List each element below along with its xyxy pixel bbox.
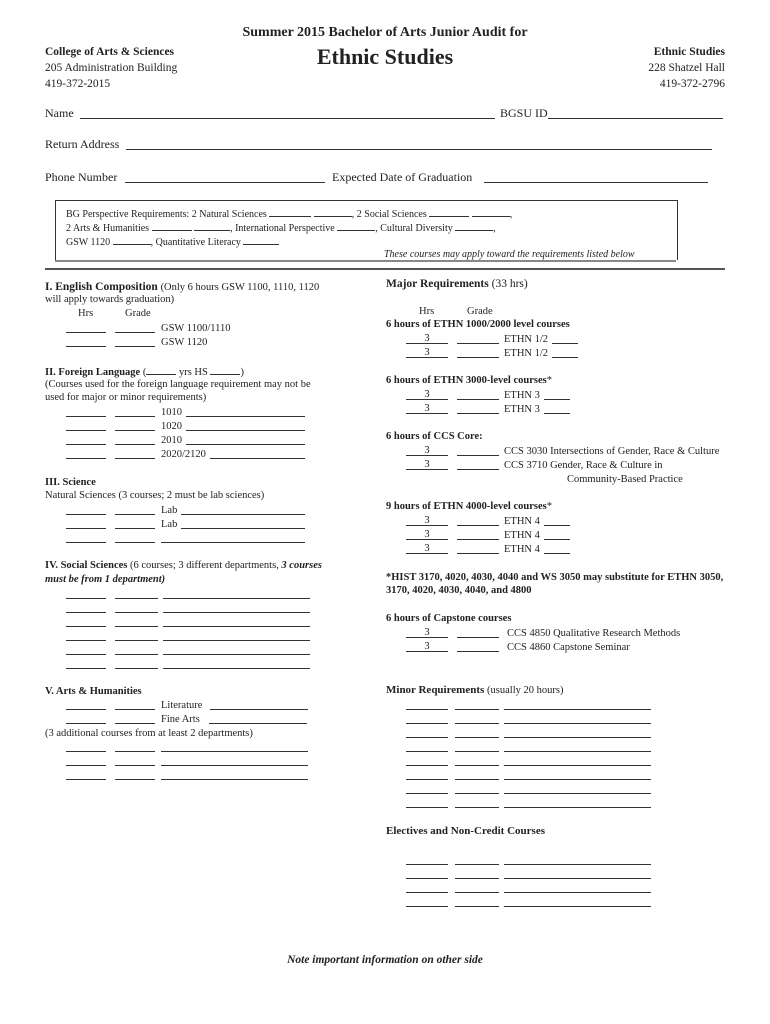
foreign-grade-blank-4[interactable] <box>115 458 155 459</box>
minor-grade-blank-4[interactable] <box>455 751 499 752</box>
g4-row-1-hrs-value: 3 <box>424 515 430 526</box>
english-grade-blank-1[interactable] <box>115 332 155 333</box>
bg-intl-label: , International Perspective <box>230 223 335 234</box>
minor-course-blank-5[interactable] <box>504 765 651 766</box>
bg-arts-label: 2 Arts & Humanities <box>66 223 150 234</box>
minor-title: Minor Requirements <box>386 684 485 696</box>
arts-extra-course-blank-3[interactable] <box>161 779 308 780</box>
arts-hrs-blank-1[interactable] <box>66 709 106 710</box>
bg-quant-label: , Quantitative Literacy <box>150 237 241 248</box>
phone-label: Phone Number <box>45 170 118 184</box>
major-hrs-header: Hrs <box>419 306 435 317</box>
social-hrs-blank-6[interactable] <box>66 668 106 669</box>
bg-line-3 <box>66 234 279 248</box>
foreign-course-name-blank-2[interactable] <box>186 430 305 431</box>
g1-row-2-grade-blank[interactable] <box>457 357 499 358</box>
english-course-2: GSW 1120 <box>161 337 208 348</box>
minor-course-blank-2[interactable] <box>504 723 651 724</box>
foreign-hrs-blank-2[interactable] <box>66 430 106 431</box>
foreign-yrs-hs-blank[interactable] <box>210 364 240 375</box>
minor-hrs-blank-5[interactable] <box>406 765 448 766</box>
g1-title: 6 hours of ETHN 1000/2000 level courses <box>386 319 570 330</box>
arts-course-2: Fine Arts <box>161 714 200 725</box>
social-hrs-blank-3[interactable] <box>66 626 106 627</box>
foreign-grade-blank-2[interactable] <box>115 430 155 431</box>
science-grade-blank-1[interactable] <box>115 514 155 515</box>
g2-row-2-grade-blank[interactable] <box>457 413 499 414</box>
minor-heading <box>386 683 563 698</box>
social-hrs-blank-2[interactable] <box>66 612 106 613</box>
g3-row-1-course: CCS 3030 Intersections of Gender, Race & Culture <box>504 446 720 457</box>
arts-extra-hrs-blank-3[interactable] <box>66 779 106 780</box>
foreign-note-1: (Courses used for the foreign language requirement may not be <box>45 379 311 390</box>
social-course-blank-1[interactable] <box>163 598 310 599</box>
english-note-1: (Only 6 hours GSW 1100, 1110, 1120 <box>160 282 320 293</box>
minor-grade-blank-1[interactable] <box>455 709 499 710</box>
g2-row-1-course-num-blank[interactable] <box>544 399 570 400</box>
science-lab-name-blank-2[interactable] <box>181 528 305 529</box>
phone-field[interactable] <box>125 182 325 183</box>
g5-row-2-grade-blank[interactable] <box>457 651 499 652</box>
arts-title: V. Arts & Humanities <box>45 686 142 697</box>
sub-note-2: 3170, 4020, 4030, 4040, and 4800 <box>386 585 532 596</box>
foreign-hrs-blank-3[interactable] <box>66 444 106 445</box>
minor-hrs-blank-6[interactable] <box>406 779 448 780</box>
minor-grade-blank-8[interactable] <box>455 807 499 808</box>
electives-title: Electives and Non-Credit Courses <box>386 825 545 837</box>
bg-natural-label: BG Perspective Requirements: 2 Natural Sciences <box>66 209 267 220</box>
g4-row-3-grade-blank[interactable] <box>457 553 499 554</box>
arts-grade-blank-2[interactable] <box>115 723 155 724</box>
social-hrs-blank-5[interactable] <box>66 654 106 655</box>
bg-cultural-label: , Cultural Diversity <box>375 223 453 234</box>
bg-intl-blank[interactable] <box>337 220 375 231</box>
major-grade-header: Grade <box>467 306 493 317</box>
social-grade-blank-4[interactable] <box>115 640 158 641</box>
g2-row-1-course: ETHN 3 <box>504 390 540 401</box>
g4-title <box>386 500 552 514</box>
college-name: College of Arts & Sciences <box>45 46 175 58</box>
g2-row-1-hrs-value: 3 <box>424 389 430 400</box>
english-course-1: GSW 1100/1110 <box>161 323 231 334</box>
english-title: I. English Composition <box>45 281 158 293</box>
arts-grade-blank-1[interactable] <box>115 709 155 710</box>
foreign-grade-blank-1[interactable] <box>115 416 155 417</box>
minor-hrs-blank-7[interactable] <box>406 793 448 794</box>
minor-hrs-blank-8[interactable] <box>406 807 448 808</box>
minor-hrs-blank-2[interactable] <box>406 723 448 724</box>
g5-row-1-hrs-value: 3 <box>424 627 430 638</box>
minor-course-blank-8[interactable] <box>504 807 651 808</box>
social-course-blank-2[interactable] <box>163 612 310 613</box>
g5-row-2-hrs-value: 3 <box>424 641 430 652</box>
grad-date-label: Expected Date of Graduation <box>332 170 473 184</box>
elective-grade-blank-1[interactable] <box>455 864 499 865</box>
foreign-course-2: 1020 <box>161 421 182 432</box>
social-note: (6 courses; 3 different departments, <box>129 560 279 571</box>
foreign-yrs-blank[interactable] <box>146 364 176 375</box>
g4-row-2-grade-blank[interactable] <box>457 539 499 540</box>
g4-row-1-grade-blank[interactable] <box>457 525 499 526</box>
science-title: III. Science <box>45 477 96 488</box>
dept-phone: 419-372-2796 <box>659 78 725 90</box>
bgsu-id-field[interactable] <box>548 118 723 119</box>
minor-course-blank-4[interactable] <box>504 751 651 752</box>
foreign-hrs-blank-4[interactable] <box>66 458 106 459</box>
footer-note: Note important information on other side <box>287 954 483 966</box>
social-hrs-blank-1[interactable] <box>66 598 106 599</box>
foreign-title: II. Foreign Language <box>45 367 141 378</box>
g2-row-2-hrs-value: 3 <box>424 403 430 414</box>
elective-grade-blank-4[interactable] <box>455 906 499 907</box>
foreign-grade-blank-3[interactable] <box>115 444 155 445</box>
elective-grade-blank-3[interactable] <box>455 892 499 893</box>
g4-row-2-course-num-blank[interactable] <box>544 539 570 540</box>
title-line: Summer 2015 Bachelor of Arts Junior Audit for <box>242 25 528 40</box>
science-grade-blank-3[interactable] <box>115 542 155 543</box>
g3-row-1-grade-blank[interactable] <box>457 455 499 456</box>
dept-name: Ethnic Studies <box>653 46 725 58</box>
foreign-course-name-blank-4[interactable] <box>210 458 305 459</box>
science-note: Natural Sciences (3 courses; 2 must be lab sciences) <box>45 490 265 501</box>
minor-hrs-blank-3[interactable] <box>406 737 448 738</box>
foreign-course-1: 1010 <box>161 407 182 418</box>
g2-row-1-grade-blank[interactable] <box>457 399 499 400</box>
bg-line-1: BG Perspective Requirements: 2 Natural Sciences , 2 Social Sciences , <box>66 206 512 220</box>
foreign-note-2: used for major or minor requirements) <box>45 392 207 403</box>
elective-course-blank-2[interactable] <box>504 878 651 879</box>
elective-hrs-blank-1[interactable] <box>406 864 448 865</box>
g4-row-2-hrs-value: 3 <box>424 529 430 540</box>
arts-extra-course-blank-1[interactable] <box>161 751 308 752</box>
elective-hrs-blank-2[interactable] <box>406 878 448 879</box>
arts-extra-grade-blank-2[interactable] <box>115 765 155 766</box>
g1-row-1-hrs-value: 3 <box>424 333 430 344</box>
social-grade-blank-6[interactable] <box>115 668 158 669</box>
g4-row-2-course: ETHN 4 <box>504 530 540 541</box>
social-grade-blank-3[interactable] <box>115 626 158 627</box>
g3-row-2-course: CCS 3710 Gender, Race & Culture in <box>504 460 663 471</box>
minor-hrs-blank-4[interactable] <box>406 751 448 752</box>
elective-hrs-blank-3[interactable] <box>406 892 448 893</box>
g4-row-3-course-num-blank[interactable] <box>544 553 570 554</box>
science-hrs-blank-3[interactable] <box>66 542 106 543</box>
social-grade-blank-2[interactable] <box>115 612 158 613</box>
bg-cultural-blank[interactable] <box>455 220 493 231</box>
science-course-name-blank-3[interactable] <box>161 542 305 543</box>
g1-row-1-course-num-blank[interactable] <box>552 343 578 344</box>
social-title: IV. Social Sciences <box>45 560 128 571</box>
foreign-heading-line: II. Foreign Language ( yrs HS ) <box>45 364 244 380</box>
bg-social-label: , 2 Social Sciences <box>351 209 427 220</box>
minor-hrs-blank-1[interactable] <box>406 709 448 710</box>
g5-row-2-course: CCS 4860 Capstone Seminar <box>507 642 630 653</box>
minor-grade-blank-3[interactable] <box>455 737 499 738</box>
elective-course-blank-4[interactable] <box>504 906 651 907</box>
section-divider <box>45 268 725 270</box>
arts-extra-hrs-blank-1[interactable] <box>66 751 106 752</box>
minor-grade-blank-7[interactable] <box>455 793 499 794</box>
english-note-2: will apply towards graduation) <box>45 294 175 305</box>
social-heading-line <box>45 559 322 573</box>
bg-arts-blank-1[interactable] <box>152 220 192 231</box>
g3-row-2-hrs-value: 3 <box>424 459 430 470</box>
arts-extra-grade-blank-3[interactable] <box>115 779 155 780</box>
social-hrs-blank-4[interactable] <box>66 640 106 641</box>
foreign-course-name-blank-3[interactable] <box>186 444 305 445</box>
sub-note-1: *HIST 3170, 4020, 4030, 4040 and WS 3050 may substitute for ETHN 3050, <box>386 572 724 583</box>
minor-course-blank-1[interactable] <box>504 709 651 710</box>
g2-title <box>386 374 552 388</box>
bg-natural-blank-2[interactable] <box>314 206 352 217</box>
major-title: Ethnic Studies <box>316 44 454 69</box>
foreign-course-4: 2020/2120 <box>161 449 206 460</box>
bg-social-blank-1[interactable] <box>429 206 469 217</box>
g5-row-1-course: CCS 4850 Qualitative Research Methods <box>507 628 681 639</box>
science-hrs-blank-2[interactable] <box>66 528 106 529</box>
g2-star: * <box>546 375 552 386</box>
social-course-blank-3[interactable] <box>163 626 310 627</box>
college-address: 205 Administration Building <box>45 62 178 74</box>
english-hrs-header: Hrs <box>78 308 94 319</box>
major-req-title: Major Requirements <box>386 278 489 290</box>
g3-row-1-hrs-value: 3 <box>424 445 430 456</box>
bg-note: These courses may apply toward the requirements listed below <box>384 249 635 260</box>
bg-quant-blank[interactable] <box>243 234 279 245</box>
elective-course-blank-1[interactable] <box>504 864 651 865</box>
g5-title: 6 hours of Capstone courses <box>386 613 512 624</box>
minor-course-blank-3[interactable] <box>504 737 651 738</box>
g4-row-3-course: ETHN 4 <box>504 544 540 555</box>
g3-title: 6 hours of CCS Core: <box>386 431 483 442</box>
g2-title-text: 6 hours of ETHN 3000-level courses <box>386 375 547 386</box>
arts-extra-grade-blank-1[interactable] <box>115 751 155 752</box>
minor-course-blank-6[interactable] <box>504 779 651 780</box>
social-note-2: must be from 1 department) <box>45 574 166 585</box>
science-lab-label-1: Lab <box>161 505 178 516</box>
g2-row-2-course-num-blank[interactable] <box>544 413 570 414</box>
social-course-blank-6[interactable] <box>163 668 310 669</box>
science-lab-label-2: Lab <box>161 519 178 530</box>
major-heading <box>386 277 528 291</box>
minor-grade-blank-6[interactable] <box>455 779 499 780</box>
return-address-field[interactable] <box>126 149 712 150</box>
arts-course-1: Literature <box>161 700 203 711</box>
g4-star: * <box>546 501 552 512</box>
return-address-label: Return Address <box>45 137 120 151</box>
g3-course-3-cont: Community-Based Practice <box>567 474 683 485</box>
name-label: Name <box>45 106 74 120</box>
g1-row-1-course: ETHN 1/2 <box>504 334 549 345</box>
arts-hrs-blank-2[interactable] <box>66 723 106 724</box>
bgsu-id-label: BGSU ID <box>500 106 548 120</box>
g1-row-2-course: ETHN 1/2 <box>504 348 549 359</box>
college-phone: 419-372-2015 <box>45 78 111 90</box>
g4-title-text: 9 hours of ETHN 4000-level courses <box>386 501 547 512</box>
g4-row-3-hrs-value: 3 <box>424 543 430 554</box>
social-course-blank-4[interactable] <box>163 640 310 641</box>
elective-course-blank-3[interactable] <box>504 892 651 893</box>
english-hrs-blank-2[interactable] <box>66 346 106 347</box>
social-note-emph: 3 courses <box>281 560 322 571</box>
minor-grade-blank-2[interactable] <box>455 723 499 724</box>
english-grade-blank-2[interactable] <box>115 346 155 347</box>
g2-row-2-course: ETHN 3 <box>504 404 540 415</box>
g1-row-1-grade-blank[interactable] <box>457 343 499 344</box>
minor-course-blank-7[interactable] <box>504 793 651 794</box>
arts-note: (3 additional courses from at least 2 departments) <box>45 728 253 739</box>
elective-hrs-blank-4[interactable] <box>406 906 448 907</box>
g4-row-1-course: ETHN 4 <box>504 516 540 527</box>
foreign-course-3: 2010 <box>161 435 182 446</box>
bg-gsw-label: GSW 1120 <box>66 237 111 248</box>
g3-row-2-grade-blank[interactable] <box>457 469 499 470</box>
minor-note: (usually 20 hours) <box>487 685 564 696</box>
g4-row-1-course-num-blank[interactable] <box>544 525 570 526</box>
science-lab-name-blank-1[interactable] <box>181 514 305 515</box>
social-grade-blank-5[interactable] <box>115 654 158 655</box>
english-grade-header: Grade <box>125 308 151 319</box>
bg-social-blank-2[interactable] <box>472 206 510 217</box>
social-grade-blank-1[interactable] <box>115 598 158 599</box>
bg-natural-blank-1[interactable] <box>269 206 311 217</box>
g1-row-2-course-num-blank[interactable] <box>552 357 578 358</box>
g1-row-2-hrs-value: 3 <box>424 347 430 358</box>
g5-row-1-grade-blank[interactable] <box>457 637 499 638</box>
bg-gsw-blank[interactable] <box>113 234 151 245</box>
social-course-blank-5[interactable] <box>163 654 310 655</box>
arts-course-name-blank-2[interactable] <box>209 723 307 724</box>
bg-line-2: 2 Arts & Humanities , International Perspective , Cultural Diversity , <box>66 220 496 234</box>
english-hrs-blank-1[interactable] <box>66 332 106 333</box>
arts-course-name-blank-1[interactable] <box>210 709 308 710</box>
science-hrs-blank-1[interactable] <box>66 514 106 515</box>
foreign-hrs-blank-1[interactable] <box>66 416 106 417</box>
foreign-yrs-label: yrs HS <box>178 367 208 378</box>
name-field[interactable] <box>80 118 495 119</box>
science-grade-blank-2[interactable] <box>115 528 155 529</box>
arts-extra-course-blank-2[interactable] <box>161 765 308 766</box>
foreign-course-name-blank-1[interactable] <box>186 416 305 417</box>
bg-arts-blank-2[interactable] <box>194 220 230 231</box>
dept-address: 228 Shatzel Hall <box>648 62 725 74</box>
elective-grade-blank-2[interactable] <box>455 878 499 879</box>
arts-extra-hrs-blank-2[interactable] <box>66 765 106 766</box>
minor-grade-blank-5[interactable] <box>455 765 499 766</box>
major-req-hrs: (33 hrs) <box>491 278 528 290</box>
grad-date-field[interactable] <box>484 182 708 183</box>
